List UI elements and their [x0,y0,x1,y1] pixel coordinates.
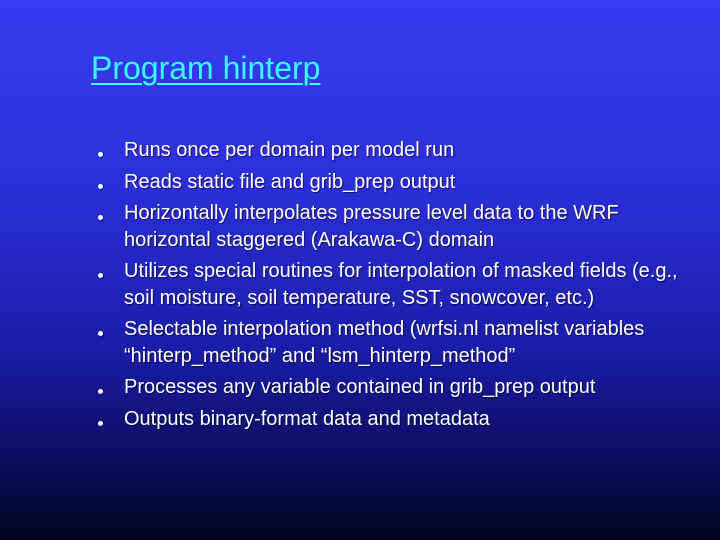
bullet-text: Reads static file and grib_prep output [124,170,456,193]
bullet-icon [98,152,103,157]
bullet-text: Selectable interpolation method (wrfsi.nl namelist variables “hinterp_method” and “lsm_hinterp_method” [124,318,645,367]
bullet-icon [98,273,103,278]
bullet-text: Runs once per domain per model run [124,139,455,161]
bullet-text: Utilizes special routines for interpolation of masked fields (e.g., soil moisture, soil temperature, SST, snowcover, etc.) [124,260,678,309]
slide-title: Program hinterp [91,50,321,86]
list-item [90,200,700,253]
list-item [90,374,700,401]
list-item [90,316,700,369]
bullet-icon [98,421,103,426]
bullet-icon [98,331,103,336]
bullet-icon [98,215,103,220]
list-item [90,137,700,164]
list-item [90,169,700,196]
bullet-text: Horizontally interpolates pressure level data to the WRF horizontal staggered (Arakawa-C) domain [124,202,619,251]
bullet-icon [98,389,103,394]
list-item [90,406,700,433]
bullet-list [90,137,700,437]
bullet-icon [98,184,103,189]
list-item [90,258,700,311]
bullet-text: Outputs binary-format data and metadata [124,407,490,430]
bullet-text: Processes any variable contained in grib_prep output [124,376,596,398]
